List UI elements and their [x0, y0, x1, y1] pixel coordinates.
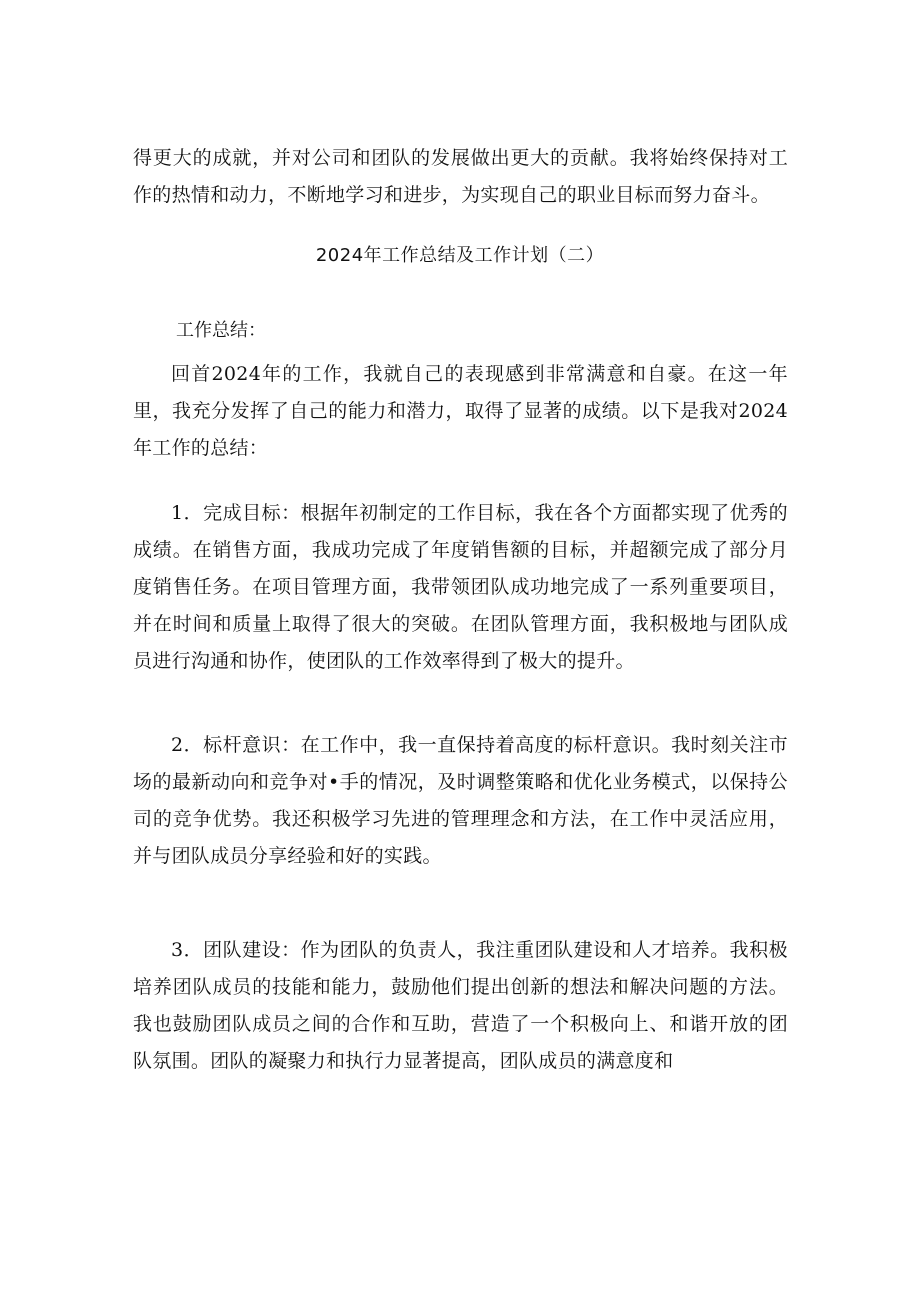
- intro-paragraph: 得更大的成就，并对公司和团队的发展做出更大的贡献。我将始终保持对工作的热情和动力，不断地学习和进步，为实现自己的职业目标而努力奋斗。: [133, 147, 788, 206]
- item-3-paragraph: 3．团队建设：作为团队的负责人，我注重团队建设和人才培养。我积极培养团队成员的技能和能力，鼓励他们提出创新的想法和解决问题的方法。我也鼓励团队成员之间的合作和互助，营造了一个积极向上、和谐开放的团队氛围。团队的凝聚力和执行力显著提高，团队成员的满意度和: [133, 939, 788, 1072]
- document-title: 2024年工作总结及工作计划（二）: [315, 245, 605, 266]
- item-2-paragraph: 2．标杆意识：在工作中，我一直保持着高度的标杆意识。我时刻关注市场的最新动向和竞争对•手的情况，及时调整策略和优化业务模式，以保持公司的竞争优势。我还积极学习先进的管理理念和方法，在工作中灵活应用，并与团队成员分享经验和好的实践。: [133, 734, 788, 867]
- item-1-paragraph: 1．完成目标：根据年初制定的工作目标，我在各个方面都实现了优秀的成绩。在销售方面，我成功完成了年度销售额的目标，并超额完成了部分月度销售任务。在项目管理方面，我带领团队成功地完成了一系列重要项目，并在时间和质量上取得了很大的突破。在团队管理方面，我积极地与团队成员进行沟通和协作，使团队的工作效率得到了极大的提升。: [133, 502, 788, 672]
- section-heading: 工作总结：: [176, 320, 266, 341]
- opening-paragraph: 回首2024年的工作，我就自己的表现感到非常满意和自豪。在这一年里，我充分发挥了自己的能力和潜力，取得了显著的成绩。以下是我对2024年工作的总结：: [133, 363, 788, 459]
